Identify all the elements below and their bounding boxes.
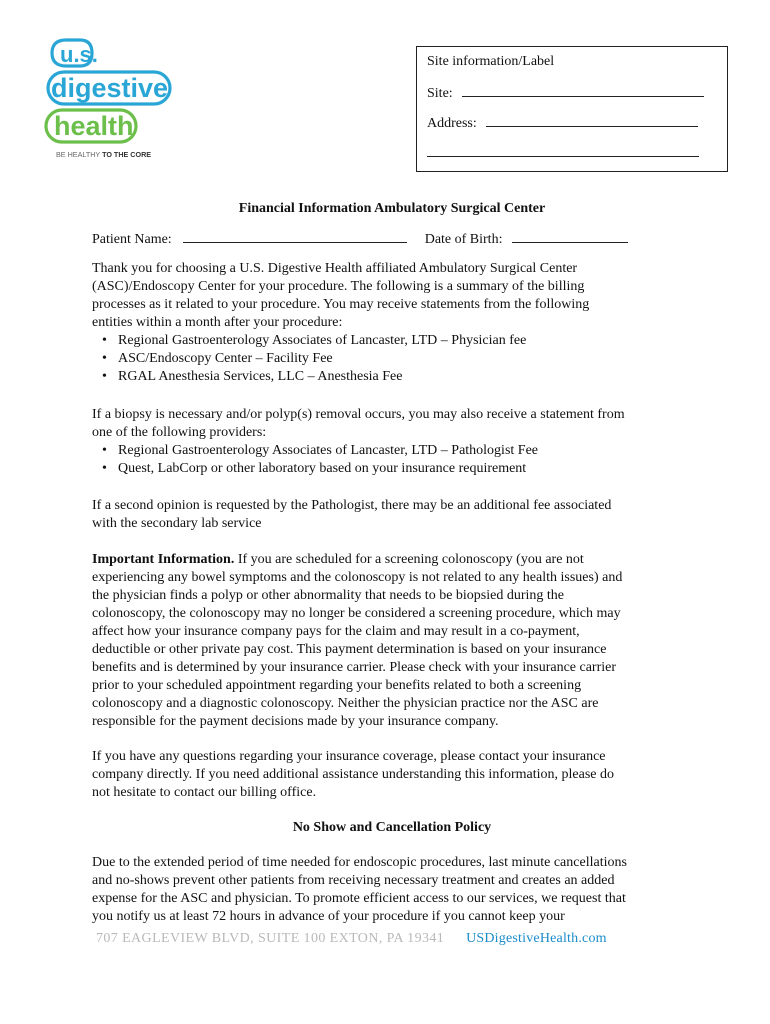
important-info-paragraph bbox=[92, 551, 692, 731]
important-line: colonoscopy and a diagnostic colonoscopy. Neither the physician practice nor the ASC are bbox=[92, 696, 599, 711]
list-item: • Quest, LabCorp or other laboratory based on your insurance requirement bbox=[92, 460, 692, 478]
footer-address: 707 EAGLEVIEW BLVD, SUITE 100 EXTON, PA 19341 bbox=[96, 931, 445, 946]
site-field[interactable] bbox=[462, 84, 704, 97]
site-field-row[interactable] bbox=[427, 84, 704, 102]
address-line2-row[interactable] bbox=[427, 144, 699, 162]
second-opinion-line: If a second opinion is requested by the Pathologist, there may be an additional fee associated bbox=[92, 498, 612, 513]
important-line: prior to your scheduled appointment regarding your benefits related to both a screening bbox=[92, 678, 582, 693]
logo-word-us: u.s. bbox=[60, 42, 98, 67]
list-item: • RGAL Anesthesia Services, LLC – Anesthesia Fee bbox=[92, 368, 692, 386]
policy-title: No Show and Cancellation Policy bbox=[292, 820, 492, 835]
billing-entities-list bbox=[92, 332, 692, 386]
biopsy-paragraph bbox=[92, 406, 692, 478]
patient-name-field[interactable] bbox=[183, 230, 407, 243]
patient-name-label: Patient Name: bbox=[92, 232, 172, 247]
list-item: • Regional Gastroenterology Associates of Lancaster, LTD – Physician fee bbox=[92, 332, 692, 350]
intro-line: processes as it related to your procedure. You may receive statements from the following bbox=[92, 297, 590, 312]
second-opinion-paragraph bbox=[92, 497, 692, 533]
list-item: • Regional Gastroenterology Associates of Lancaster, LTD – Pathologist Fee bbox=[92, 442, 692, 460]
policy-line: Due to the extended period of time needed for endoscopic procedures, last minute cancellations bbox=[92, 855, 627, 870]
address-label: Address: bbox=[427, 116, 477, 131]
important-line: benefits and is determined by your insurance carrier. Please check with your insurance carrier bbox=[92, 660, 617, 675]
important-label: Important Information. bbox=[92, 552, 235, 567]
dob-label: Date of Birth: bbox=[424, 232, 503, 247]
policy-line: and no-shows prevent other patients from receiving necessary treatment and creates an added bbox=[92, 873, 615, 888]
important-line: the physician finds a polyp or other abnormality that needs to be biopsied during the bbox=[92, 588, 565, 603]
page-footer bbox=[96, 931, 607, 947]
site-info-title: Site information/Label bbox=[427, 54, 555, 69]
address-field[interactable] bbox=[486, 114, 698, 127]
important-first-text: If you are scheduled for a screening colonoscopy (you are not bbox=[234, 552, 584, 567]
important-line: affect how your insurance company pays for the claim and may result in a co-payment, bbox=[92, 624, 580, 639]
biopsy-line: If a biopsy is necessary and/or polyp(s) removal occurs, you may also receive a statement from bbox=[92, 407, 625, 422]
intro-line: (ASC)/Endoscopy Center for your procedure. The following is a summary of the billing bbox=[92, 279, 585, 294]
intro-line: entities within a month after your procedure: bbox=[92, 315, 343, 330]
intro-paragraph bbox=[92, 260, 692, 386]
questions-line: not hesitate to contact our billing office. bbox=[92, 785, 317, 800]
site-info-box bbox=[416, 46, 728, 172]
questions-paragraph bbox=[92, 748, 692, 802]
logo-word-health: health bbox=[54, 111, 134, 141]
dob-field[interactable] bbox=[512, 230, 628, 243]
list-item: • ASC/Endoscopy Center – Facility Fee bbox=[92, 350, 692, 368]
important-first-line bbox=[92, 551, 692, 569]
document-title: Financial Information Ambulatory Surgical Center bbox=[238, 201, 546, 216]
intro-line: Thank you for choosing a U.S. Digestive Health affiliated Ambulatory Surgical Center bbox=[92, 261, 578, 276]
address-line2-field[interactable] bbox=[427, 144, 699, 157]
important-line: colonoscopy, the colonoscopy may no longer be considered a screening procedure, which may bbox=[92, 606, 621, 621]
important-line: experiencing any bowel symptoms and the colonoscopy is not related to any health issues) and bbox=[92, 570, 623, 585]
policy-line: you notify us at least 72 hours in advance of your procedure if you cannot keep your bbox=[92, 909, 565, 924]
policy-line: expense for the ASC and physician. To promote efficient access to our services, we request that bbox=[92, 891, 626, 906]
logo-word-digestive: digestive bbox=[51, 73, 169, 103]
address-field-row[interactable] bbox=[427, 114, 698, 132]
policy-paragraph bbox=[92, 854, 692, 926]
logo-tagline-bold: TO THE CORE bbox=[102, 150, 152, 159]
second-opinion-line: with the secondary lab service bbox=[92, 516, 262, 531]
site-label: Site: bbox=[427, 86, 453, 101]
footer-website-link[interactable]: USDigestiveHealth.com bbox=[466, 931, 607, 946]
important-line: responsible for the payment decisions made by your insurance company. bbox=[92, 714, 499, 729]
patient-info-row bbox=[92, 230, 628, 249]
us-digestive-health-logo bbox=[44, 36, 184, 166]
questions-line: If you have any questions regarding your insurance coverage, please contact your insurance bbox=[92, 749, 606, 764]
questions-line: company directly. If you need additional assistance understanding this information, please do bbox=[92, 767, 615, 782]
logo-tagline-plain: BE HEALTHY bbox=[56, 150, 103, 159]
providers-list bbox=[92, 442, 692, 478]
logo-tagline bbox=[56, 150, 151, 159]
biopsy-line: one of the following providers: bbox=[92, 425, 267, 440]
important-line: deductible or other private pay cost. This payment determination is based on your insurance bbox=[92, 642, 607, 657]
